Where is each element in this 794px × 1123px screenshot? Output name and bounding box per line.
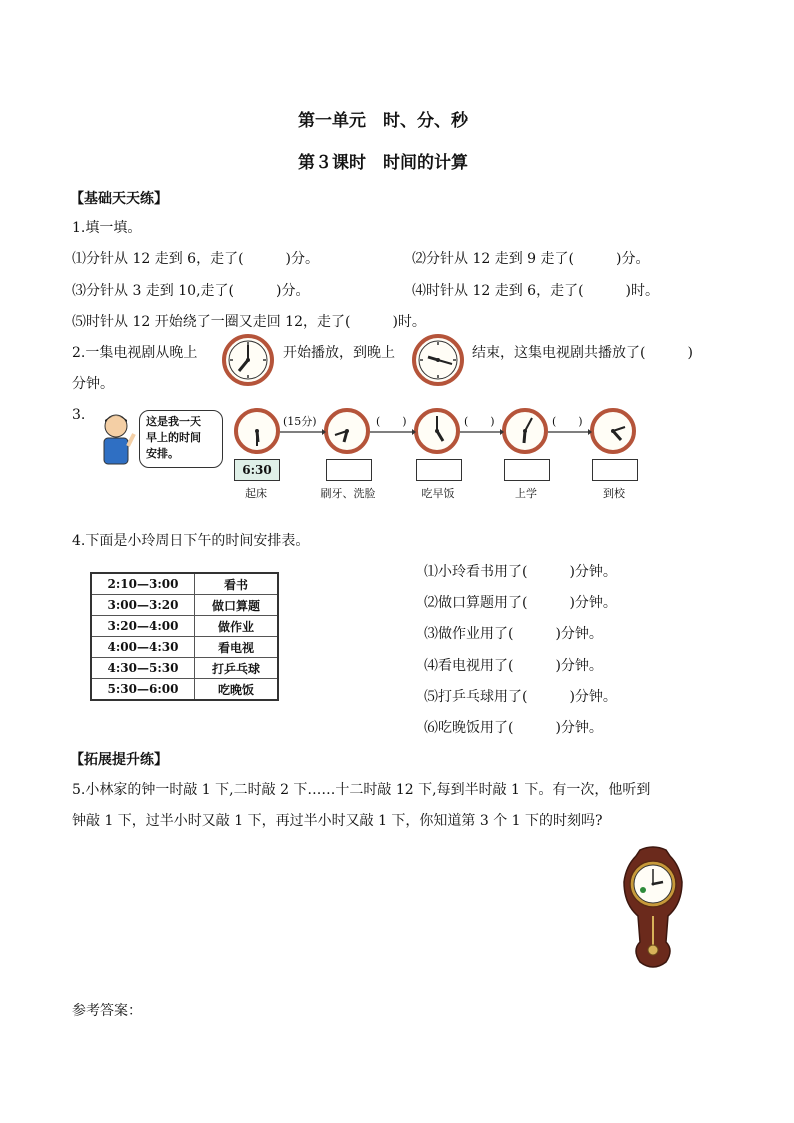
q2-text-3: 结束，这集电视剧共播放了( ) [472,345,693,361]
answer-box-wash[interactable] [326,459,372,481]
table-row [91,595,278,616]
time-cell: 4:30—5:30 [91,658,195,679]
boy-illustration-icon [96,412,136,468]
speech-bubble [139,410,223,468]
time-cell: 4:00—4:30 [91,637,195,658]
label-breakfast: 吃早饭 [421,487,455,500]
activity-cell: 看书 [195,573,279,595]
q4-stem: 4.下面是小玲周日下午的时间安排表。 [72,533,310,549]
table-row [91,637,278,658]
schedule-table [90,572,279,701]
clock-icon-breakfast [414,408,460,454]
table-row [91,573,278,595]
q1-item-2: ⑵分针从 12 走到 9 走了( )分。 [412,251,650,267]
clock-icon-start [222,334,274,386]
q4-sub-1: ⑴小玲看书用了( )分钟。 [424,564,617,580]
unit-title: 第一单元 时、分、秒 [298,111,468,131]
answer-box-breakfast[interactable] [416,459,462,481]
answer-box-school[interactable] [504,459,550,481]
speech-line-2: 早上的时间 [146,431,201,444]
section-basic-heading: 【基础天天练】 [70,191,168,207]
section-extend-heading: 【拓展提升练】 [70,752,168,768]
clock-icon-wakeup [234,408,280,454]
interval-blank-3: ( ) [464,415,495,428]
q1-item-1: ⑴分针从 12 走到 6，走了( )分。 [72,251,319,267]
activity-cell: 做口算题 [195,595,279,616]
q4-sub-3: ⑶做作业用了( )分钟。 [424,626,603,642]
q2-text-2: 开始播放，到晚上 [283,345,395,361]
time-cell: 5:30—6:00 [91,679,195,701]
q1-item-5: ⑸时针从 12 开始绕了一圈又走回 12，走了( )时。 [72,314,426,330]
clock-icon-wash [324,408,370,454]
q5-line-1: 5.小林家的钟一时敲 1 下,二时敲 2 下……十二时敲 12 下,每到半时敲 1 下。有一次，他听到 [72,782,651,798]
interval-blank-2: ( ) [376,415,407,428]
activity-cell: 做作业 [195,616,279,637]
clock-icon-arrive [590,408,636,454]
answer-box-arrive[interactable] [592,459,638,481]
q2-text-1: 2.一集电视剧从晚上 [72,345,198,361]
speech-line-1: 这是我一天 [146,415,201,428]
label-arrive: 到校 [603,487,625,500]
label-wash: 刷牙、洗脸 [320,487,376,500]
q4-sub-6: ⑹吃晚饭用了( )分钟。 [424,720,603,736]
q1-stem: 1.填一填。 [72,220,142,236]
q3-number: 3. [72,407,86,423]
lesson-title: 第３课时 时间的计算 [298,153,468,173]
q2-text-4: 分钟。 [72,376,114,392]
wall-clock-icon [620,846,686,972]
q5-line-2: 钟敲 1 下，过半小时又敲 1 下，再过半小时又敲 1 下，你知道第 3 个 1 下的时刻吗? [72,813,603,829]
activity-cell: 吃晚饭 [195,679,279,701]
interval-blank-4: ( ) [552,415,583,428]
label-wakeup: 起床 [245,487,267,500]
clock-icon-school [502,408,548,454]
answers-label: 参考答案： [72,1003,142,1019]
time-cell: 2:10—3:00 [91,573,195,595]
time-cell: 3:20—4:00 [91,616,195,637]
table-row [91,679,278,701]
q4-sub-4: ⑷看电视用了( )分钟。 [424,658,603,674]
activity-cell: 打乒乓球 [195,658,279,679]
table-row [91,658,278,679]
q4-sub-2: ⑵做口算题用了( )分钟。 [424,595,617,611]
start-time-box: 6:30 [234,459,280,481]
activity-cell: 看电视 [195,637,279,658]
label-school: 上学 [515,487,537,500]
q4-sub-5: ⑸打乒乓球用了( )分钟。 [424,689,617,705]
speech-line-3: 安排。 [146,447,179,460]
clock-icon-end [412,334,464,386]
q1-item-4: ⑷时针从 12 走到 6，走了( )时。 [412,283,659,299]
time-cell: 3:00—3:20 [91,595,195,616]
interval-label-1: (15分) [283,415,317,428]
table-row [91,616,278,637]
q1-item-3: ⑶分针从 3 走到 10,走了( )分。 [72,283,310,299]
